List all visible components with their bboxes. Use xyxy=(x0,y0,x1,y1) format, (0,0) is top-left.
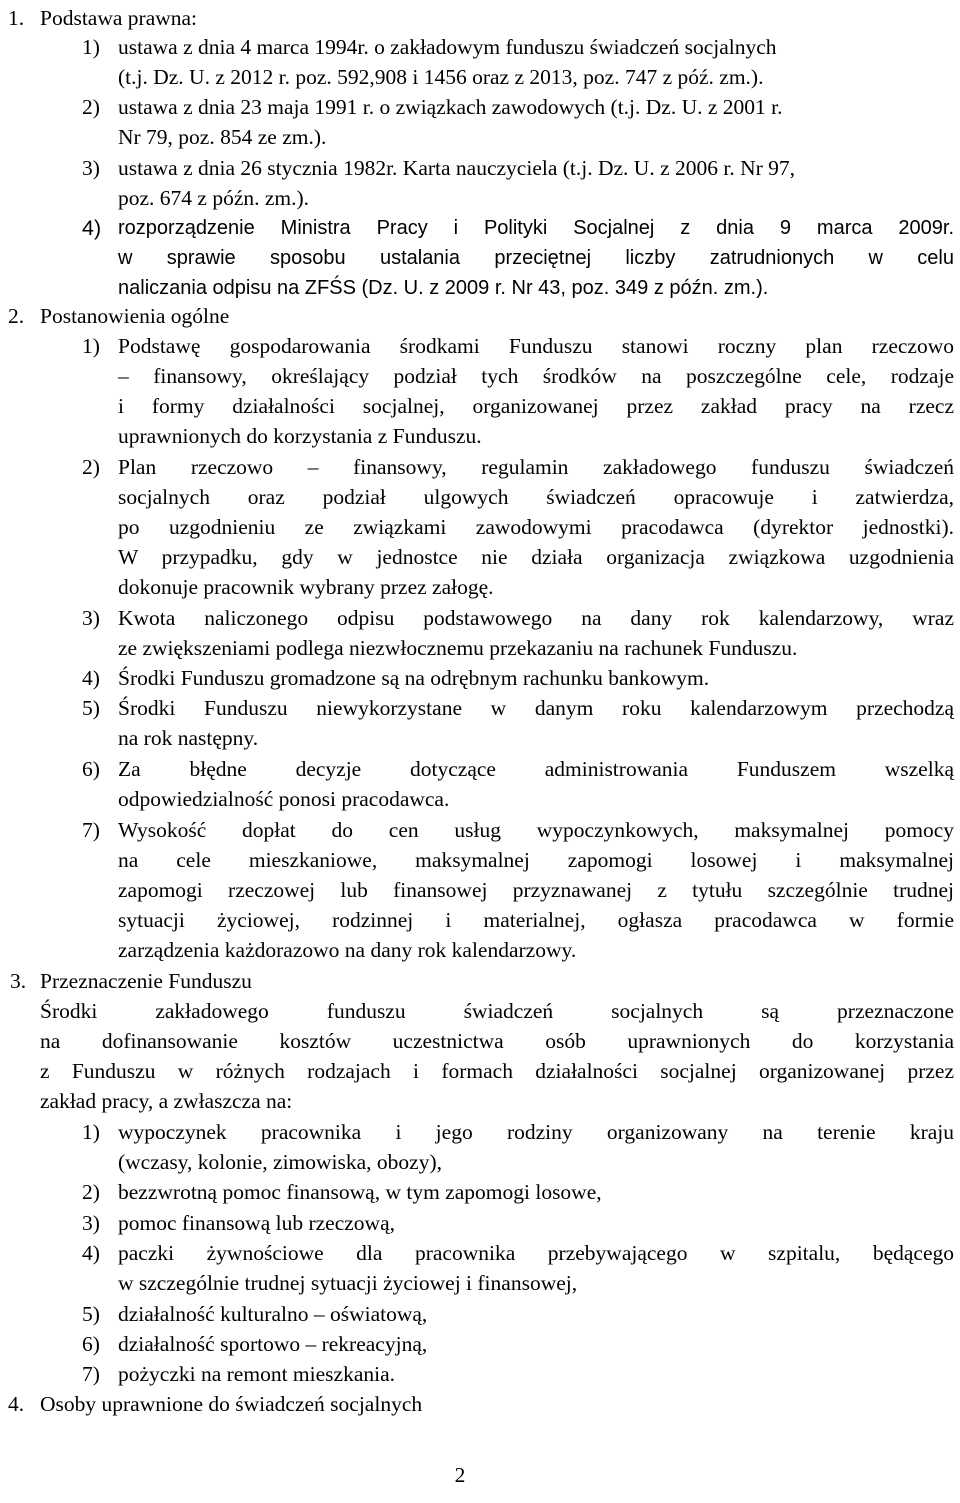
list-item-number: 2) xyxy=(82,455,100,479)
list-item-line: Plan rzeczowo – finansowy, regulamin zakładowego funduszu świadczeń xyxy=(118,455,954,479)
list-item-number: 6) xyxy=(82,1332,100,1356)
paragraph-line: Środki zakładowego funduszu świadczeń socjalnych są przeznaczone xyxy=(40,999,954,1023)
list-item-number: 2) xyxy=(82,95,100,119)
list-item-number: 4) xyxy=(82,666,100,690)
list-item-number: 1) xyxy=(82,35,100,59)
page-number: 2 xyxy=(454,1463,466,1487)
list-item-line: działalność sportowo – rekreacyjną, xyxy=(118,1332,428,1356)
paragraph-line: z Funduszu w różnych rodzajach i formach działalności socjalnej organizowanej przez xyxy=(40,1059,954,1083)
list-item-line: – finansowy, określający podział tych środków na poszczególne cele, rodzaje xyxy=(118,364,954,388)
list-item-line: uprawnionych do korzystania z Funduszu. xyxy=(118,424,482,448)
list-item-line: socjalnych oraz podział ulgowych świadczeń opracowuje i zatwierdza, xyxy=(118,485,954,509)
list-item-line: na rok następny. xyxy=(118,726,259,750)
list-item-line: Podstawę gospodarowania środkami Funduszu stanowi roczny plan rzeczowo xyxy=(118,334,954,358)
list-item-line: odpowiedzialność ponosi pracodawca. xyxy=(118,787,450,811)
list-item-line: pomoc finansową lub rzeczową, xyxy=(118,1211,396,1235)
section-number: 4. xyxy=(8,1392,25,1416)
list-item-line: Środki Funduszu niewykorzystane w danym roku kalendarzowym przechodzą xyxy=(118,696,954,720)
list-item-line: sytuacji życiowej, rodzinnej i materialnej, ogłasza pracodawca w formie xyxy=(118,908,954,932)
list-item-number: 7) xyxy=(82,818,100,842)
list-item-line: ze zwiększeniami podlega niezwłocznemu przekazaniu na rachunek Funduszu. xyxy=(118,636,798,660)
list-item-number: 4) xyxy=(82,216,102,240)
list-item-line: ustawa z dnia 4 marca 1994r. o zakładowym funduszu świadczeń socjalnych xyxy=(118,35,777,59)
list-item-line: dokonuje pracownik wybrany przez załogę. xyxy=(118,575,494,599)
section-number: 1. xyxy=(8,6,25,30)
list-item-line: poz. 674 z późn. zm.). xyxy=(118,186,310,210)
section-title: Podstawa prawna: xyxy=(40,6,198,30)
list-item-number: 3) xyxy=(82,606,100,630)
list-item-number: 2) xyxy=(82,1180,100,1204)
list-item-line: naliczania odpisu na ZFŚS (Dz. U. z 2009 r. Nr 43, poz. 349 z późn. zm.). xyxy=(118,277,769,299)
list-item-line: ustawa z dnia 26 stycznia 1982r. Karta nauczyciela (t.j. Dz. U. z 2006 r. Nr 97, xyxy=(118,156,796,180)
paragraph-line: na dofinansowanie kosztów uczestnictwa osób uprawnionych do korzystania xyxy=(40,1029,954,1053)
list-item-line: Nr 79, poz. 854 ze zm.). xyxy=(118,125,327,149)
list-item-line: Za błędne decyzje dotyczące administrowania Funduszem wszelką xyxy=(118,757,954,781)
list-item-number: 4) xyxy=(82,1241,100,1265)
list-item-line: i formy działalności socjalnej, organizowanej przez zakład pracy na rzecz xyxy=(118,394,954,418)
list-item-line: pożyczki na remont mieszkania. xyxy=(118,1362,396,1386)
section-title: Przeznaczenie Funduszu xyxy=(40,969,252,993)
list-item-number: 1) xyxy=(82,334,100,358)
list-item-line: W przypadku, gdy w jednostce nie działa organizacja związkowa uzgodnienia xyxy=(118,545,954,569)
list-item-number: 6) xyxy=(82,757,100,781)
list-item-line: (t.j. Dz. U. z 2012 r. poz. 592,908 i 1456 oraz z 2013, poz. 747 z póź. zm.). xyxy=(118,65,764,89)
list-item-line: paczki żywnościowe dla pracownika przebywającego w szpitalu, będącego xyxy=(118,1241,954,1265)
list-item-number: 1) xyxy=(82,1120,100,1144)
list-item-number: 7) xyxy=(82,1362,100,1386)
list-item-line: wypoczynek pracownika i jego rodziny organizowany na terenie kraju xyxy=(118,1120,954,1144)
section-title: Postanowienia ogólne xyxy=(40,304,230,328)
list-item-line: zarządzenia każdorazowo na dany rok kalendarzowy. xyxy=(118,938,577,962)
list-item-line: bezzwrotną pomoc finansową, w tym zapomogi losowe, xyxy=(118,1180,602,1204)
list-item-line: ustawa z dnia 23 maja 1991 r. o związkach zawodowych (t.j. Dz. U. z 2001 r. xyxy=(118,95,783,119)
list-item-number: 5) xyxy=(82,696,100,720)
list-item-line: w szczególnie trudnej sytuacji życiowej i finansowej, xyxy=(118,1271,578,1295)
section-number: 2. xyxy=(8,304,25,328)
list-item-line: działalność kulturalno – oświatową, xyxy=(118,1302,428,1326)
paragraph-line: zakład pracy, a zwłaszcza na: xyxy=(40,1089,293,1113)
list-item-number: 3) xyxy=(82,1211,100,1235)
list-item-line: Środki Funduszu gromadzone są na odrębnym rachunku bankowym. xyxy=(118,666,710,690)
list-item-line: na cele mieszkaniowe, maksymalnej zapomogi losowej i maksymalnej xyxy=(118,848,954,872)
list-item-number: 3) xyxy=(82,156,100,180)
list-item-line: Wysokość dopłat do cen usług wypoczynkowych, maksymalnej pomocy xyxy=(118,818,954,842)
list-item-line: Kwota naliczonego odpisu podstawowego na dany rok kalendarzowy, wraz xyxy=(118,606,954,630)
list-item-line: (wczasy, kolonie, zimowiska, obozy), xyxy=(118,1150,443,1174)
list-item-line: rozporządzenie Ministra Pracy i Polityki Socjalnej z dnia 9 marca 2009r. xyxy=(118,217,954,239)
list-item-line: zapomogi rzeczowej lub finansowej przyznawanej z tytułu szczególnie trudnej xyxy=(118,878,954,902)
list-item-number: 5) xyxy=(82,1302,100,1326)
list-item-line: po uzgodnieniu ze związkami zawodowymi pracodawca (dyrektor jednostki). xyxy=(118,515,954,539)
list-item-line: w sprawie sposobu ustalania przeciętnej liczby zatrudnionych w celu xyxy=(118,247,954,269)
section-number: 3. xyxy=(10,969,27,993)
section-title: Osoby uprawnione do świadczeń socjalnych xyxy=(40,1392,423,1416)
